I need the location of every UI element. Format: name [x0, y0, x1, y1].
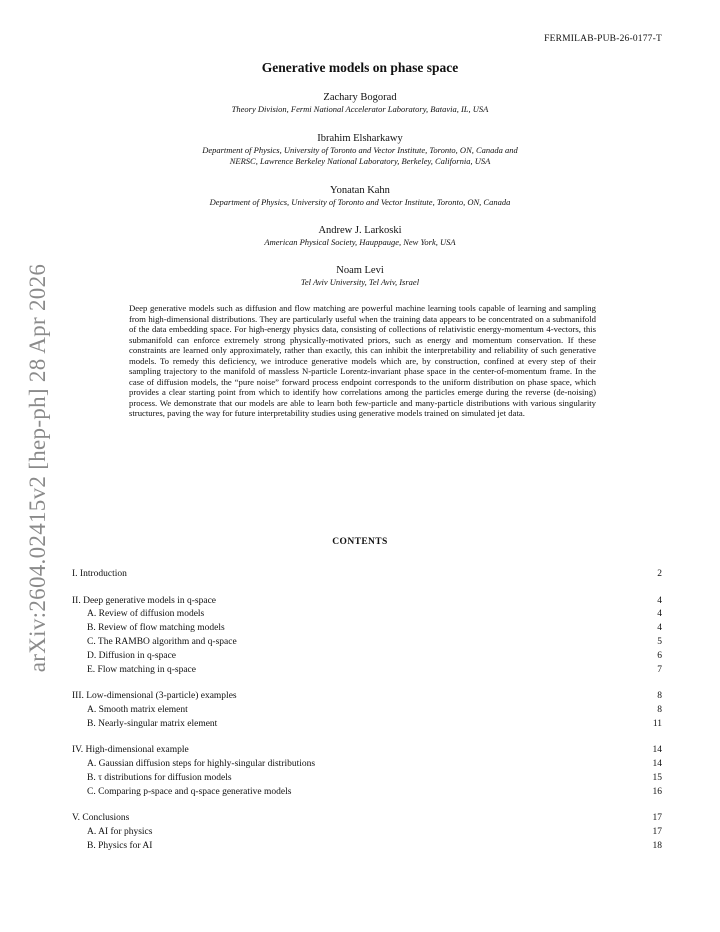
author-affiliation: Theory Division, Fermi National Accelerator Laboratory, Batavia, IL, USA — [231, 104, 489, 114]
toc-section[interactable] — [0, 743, 720, 757]
toc-page-number: 11 — [652, 719, 662, 729]
toc-page-number: 14 — [652, 759, 662, 769]
toc-section-label: III. Low-dimensional (3-particle) examples — [72, 691, 237, 701]
toc-page-number: 8 — [657, 691, 662, 701]
toc-page-number: 6 — [657, 651, 662, 661]
toc-section[interactable] — [0, 567, 720, 581]
author-block — [80, 91, 640, 115]
toc-page-number: 2 — [657, 569, 662, 579]
toc-section[interactable] — [0, 594, 720, 608]
toc-subsection[interactable] — [0, 785, 720, 799]
toc-subsection[interactable] — [0, 757, 720, 771]
toc-page-number: 14 — [652, 745, 662, 755]
toc-subsection-label: B. τ distributions for diffusion models — [87, 773, 232, 783]
author-affiliation: American Physical Society, Hauppauge, New York, USA — [264, 237, 456, 247]
author-affiliation: NERSC, Lawrence Berkeley National Laboratory, Berkeley, California, USA — [229, 156, 491, 166]
abstract: Deep generative models such as diffusion and flow matching are powerful machine learning tools capable of learning and sampling from high-dimensional distributions. They are particularly useful when the training data appears to be concentrated on a submanifold of the data embedding space. For high-energy physics data, consisting of collections of relativistic energy-momentum 4-vectors, this submanifold can enforce extremely strong physically-motivated priors, such as energy and momentum conservation. If these constraints are learned only approximately, rather than exactly, this can inhibit the interpretability and reliability of such generative models. To remedy this deficiency, we introduce generative models which are, by construction, confined at every step of their sampling trajectory to the manifold of massless N-particle Lorentz-invariant phase space in the center-of-momentum frame. In the case of diffusion models, the “pure noise” forward process endpoint corresponds to the uniform distribution on phase space, which provides a clear starting point from which to identify how correlations among the particles emerge during the reverse (de-noising) process. We demonstrate that our models are able to learn both few-particle and many-particle distributions with various singularity structures, paving the way for future interpretability studies using generative models trained on simulated jet data. — [129, 303, 596, 419]
toc-subsection[interactable] — [0, 621, 720, 635]
toc-page-number: 17 — [652, 827, 662, 837]
report-number: FERMILAB-PUB-26-0177-T — [544, 34, 662, 44]
author-block — [80, 264, 640, 288]
toc-subsection-label: D. Diffusion in q-space — [87, 651, 177, 661]
toc-page-number: 18 — [652, 841, 662, 851]
paper-title: Generative models on phase space — [261, 60, 459, 75]
toc-section-label: IV. High-dimensional example — [72, 745, 189, 755]
toc-subsection[interactable] — [0, 663, 720, 677]
toc-subsection-label: A. AI for physics — [87, 827, 153, 837]
toc-subsection-label: B. Review of flow matching models — [87, 623, 225, 633]
contents-heading: CONTENTS — [332, 537, 388, 547]
toc-page-number: 7 — [657, 665, 662, 675]
arxiv-identifier: arXiv:2604.02415v2 [hep-ph] 28 Apr 2026 — [25, 263, 50, 673]
toc-page-number: 8 — [657, 705, 662, 715]
toc-section-label: II. Deep generative models in q-space — [72, 596, 217, 606]
toc-subsection[interactable] — [0, 635, 720, 649]
toc-page-number: 16 — [652, 787, 662, 797]
toc-page-number: 4 — [657, 609, 662, 619]
author-block — [80, 224, 640, 248]
toc-section[interactable] — [0, 689, 720, 703]
toc-subsection[interactable] — [0, 607, 720, 621]
toc-page-number: 17 — [652, 813, 662, 823]
toc-subsection[interactable] — [0, 771, 720, 785]
author-affiliation: Tel Aviv University, Tel Aviv, Israel — [300, 277, 420, 287]
toc-subsection-label: A. Gaussian diffusion steps for highly-singular distributions — [87, 759, 316, 769]
toc-section[interactable] — [0, 811, 720, 825]
author-name: Andrew J. Larkoski — [318, 225, 402, 236]
toc-subsection[interactable] — [0, 825, 720, 839]
author-name: Noam Levi — [336, 265, 384, 276]
author-block — [80, 184, 640, 208]
toc-subsection[interactable] — [0, 703, 720, 717]
toc-page-number: 4 — [657, 596, 662, 606]
toc-subsection-label: C. The RAMBO algorithm and q-space — [87, 637, 237, 647]
toc-page-number: 5 — [657, 637, 662, 647]
toc-subsection-label: C. Comparing p-space and q-space generative models — [87, 787, 292, 797]
toc-subsection[interactable] — [0, 839, 720, 853]
toc-section-label: V. Conclusions — [72, 813, 130, 823]
toc-subsection-label: B. Nearly-singular matrix element — [87, 719, 218, 729]
author-affiliation: Department of Physics, University of Toronto and Vector Institute, Toronto, ON, Canada and — [202, 145, 518, 155]
author-affiliation: Department of Physics, University of Toronto and Vector Institute, Toronto, ON, Canada — [209, 197, 511, 207]
author-name: Ibrahim Elsharkawy — [317, 133, 403, 144]
toc-subsection-label: B. Physics for AI — [87, 841, 153, 851]
toc-subsection-label: A. Review of diffusion models — [87, 609, 205, 619]
author-block — [80, 132, 640, 167]
author-name: Yonatan Kahn — [330, 185, 390, 196]
toc-section-label: I. Introduction — [72, 569, 127, 579]
toc-subsection[interactable] — [0, 717, 720, 731]
author-name: Zachary Bogorad — [323, 92, 397, 103]
toc-subsection[interactable] — [0, 649, 720, 663]
toc-subsection-label: E. Flow matching in q-space — [87, 665, 196, 675]
toc-subsection-label: A. Smooth matrix element — [87, 705, 188, 715]
toc-page-number: 4 — [657, 623, 662, 633]
toc-page-number: 15 — [652, 773, 662, 783]
